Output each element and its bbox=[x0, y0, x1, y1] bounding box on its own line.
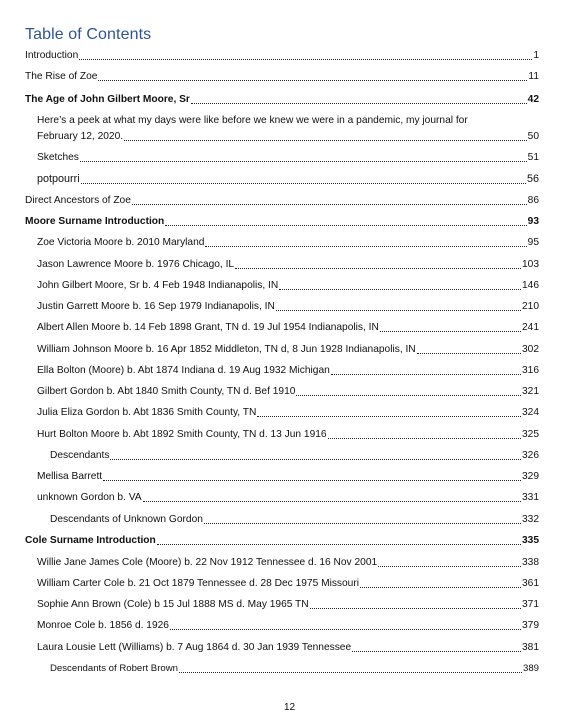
toc-entry-text: The Age of John Gilbert Moore, Sr bbox=[25, 94, 190, 105]
dot-leader bbox=[380, 322, 521, 332]
dot-leader bbox=[170, 620, 521, 630]
toc-page-number: 302 bbox=[522, 344, 539, 355]
toc-entry-monroe-cole[interactable] bbox=[25, 619, 539, 632]
toc-page-number: 324 bbox=[522, 407, 539, 418]
toc-page-number: 331 bbox=[522, 492, 539, 503]
dot-leader bbox=[360, 578, 521, 588]
toc-entry-text: William Carter Cole b. 21 Oct 1879 Tennessee d. 28 Dec 1975 Missouri bbox=[37, 578, 360, 589]
toc-entry-text: Hurt Bolton Moore b. Abt 1892 Smith County, TN d. 13 Jun 1916 bbox=[37, 429, 327, 440]
toc-entry-sketches[interactable] bbox=[25, 151, 539, 164]
toc-page-number: 241 bbox=[522, 322, 539, 333]
dot-leader bbox=[165, 216, 526, 226]
toc-entry-albert-allen-moore[interactable] bbox=[25, 321, 539, 334]
dot-leader bbox=[80, 152, 527, 162]
toc-page-number: 371 bbox=[522, 599, 539, 610]
toc-entry-text: Albert Allen Moore b. 14 Feb 1898 Grant, TN d. 19 Jul 1954 Indianapolis, IN bbox=[37, 322, 379, 333]
toc-page-number: 42 bbox=[527, 94, 539, 105]
toc-entry-text: Direct Ancestors of Zoe bbox=[25, 195, 131, 206]
toc-entry-text: Jason Lawrence Moore b. 1976 Chicago, IL bbox=[37, 259, 235, 270]
toc-entry-text: unknown Gordon b. VA bbox=[37, 492, 142, 503]
dot-leader bbox=[276, 301, 521, 311]
toc-page-number: 86 bbox=[527, 195, 539, 206]
dot-leader bbox=[331, 365, 521, 375]
dot-leader bbox=[79, 50, 532, 60]
dot-leader bbox=[179, 663, 522, 673]
toc-page-number: 103 bbox=[522, 259, 539, 270]
dot-leader bbox=[205, 237, 526, 247]
dot-leader bbox=[110, 450, 521, 460]
toc-entry-descendants-of-unknown-gordon[interactable] bbox=[25, 513, 539, 526]
toc-entry-age-of-john-gilbert-moore[interactable] bbox=[25, 93, 539, 106]
toc-entry-text: Moore Surname Introduction bbox=[25, 216, 165, 227]
dot-leader bbox=[98, 71, 527, 81]
dot-leader bbox=[279, 280, 521, 290]
toc-page-number: 50 bbox=[527, 131, 539, 142]
toc-page-number: 338 bbox=[522, 557, 539, 568]
toc-entry-jason-lawrence-moore[interactable] bbox=[25, 258, 539, 271]
toc-page-number: 146 bbox=[522, 280, 539, 291]
toc-page-number: 361 bbox=[522, 578, 539, 589]
toc-entry-text: John Gilbert Moore, Sr b. 4 Feb 1948 Indianapolis, IN bbox=[37, 280, 279, 291]
toc-entry-julia-eliza-gordon[interactable] bbox=[25, 406, 539, 419]
toc-entry-text: Sophie Ann Brown (Cole) b 15 Jul 1888 MS d. May 1965 TN bbox=[37, 599, 309, 610]
dot-leader bbox=[157, 535, 521, 545]
toc-entry-hurt-bolton-moore[interactable] bbox=[25, 428, 539, 441]
toc-entry-justin-garrett-moore[interactable] bbox=[25, 300, 539, 313]
toc-entry-text-continued: February 12, 2020. bbox=[37, 131, 124, 142]
toc-entry-text: Laura Lousie Lett (Williams) b. 7 Aug 1864 d. 30 Jan 1939 Tennessee bbox=[37, 642, 352, 653]
toc-page-number: 1 bbox=[533, 50, 539, 61]
toc-entry-journal[interactable] bbox=[25, 114, 539, 143]
toc-entry-text: Zoe Victoria Moore b. 2010 Maryland bbox=[37, 237, 205, 248]
toc-entry-laura-lousie-lett[interactable] bbox=[25, 641, 539, 654]
toc-entry-text: Descendants of Unknown Gordon bbox=[50, 514, 203, 525]
dot-leader bbox=[103, 471, 521, 481]
toc-page-number: 335 bbox=[522, 535, 539, 546]
toc-page-number: 95 bbox=[527, 237, 539, 248]
toc-entry-text: Descendants bbox=[50, 450, 110, 461]
toc-entry-mellisa-barrett[interactable] bbox=[25, 470, 539, 483]
toc-page-number: 381 bbox=[522, 642, 539, 653]
page-number: 12 bbox=[283, 702, 296, 713]
toc-entry-text: Cole Surname Introduction bbox=[25, 535, 156, 546]
dot-leader bbox=[328, 429, 521, 439]
dot-leader bbox=[132, 195, 527, 205]
dot-leader bbox=[204, 514, 521, 524]
toc-entry-zoe-victoria-moore[interactable] bbox=[25, 236, 539, 249]
toc-entry-willie-jane-james-cole[interactable] bbox=[25, 556, 539, 569]
dot-leader bbox=[191, 94, 527, 104]
toc-entry-descendants[interactable] bbox=[25, 449, 539, 462]
toc-entry-text: William Johnson Moore b. 16 Apr 1852 Middleton, TN d, 8 Jun 1928 Indianapolis, IN bbox=[37, 344, 416, 355]
dot-leader bbox=[378, 557, 521, 567]
dot-leader bbox=[143, 492, 521, 502]
toc-entry-ella-bolton[interactable] bbox=[25, 364, 539, 377]
dot-leader bbox=[417, 344, 521, 354]
toc-entry-john-gilbert-moore[interactable] bbox=[25, 279, 539, 292]
toc-page-number: 332 bbox=[522, 514, 539, 525]
toc-page-number: 93 bbox=[527, 216, 539, 227]
toc-entry-potpourri[interactable] bbox=[25, 173, 539, 186]
toc-entry-william-johnson-moore[interactable] bbox=[25, 343, 539, 356]
dot-leader bbox=[257, 407, 521, 417]
toc-entry-cole-surname[interactable] bbox=[25, 534, 539, 547]
toc-entry-text: Sketches bbox=[37, 152, 79, 163]
toc-entry-text: Justin Garrett Moore b. 16 Sep 1979 Indianapolis, IN bbox=[37, 301, 275, 312]
toc-page-number: 321 bbox=[522, 386, 539, 397]
dot-leader bbox=[81, 174, 526, 184]
toc-entry-william-carter-cole[interactable] bbox=[25, 577, 539, 590]
toc-page-number: 11 bbox=[528, 71, 539, 82]
toc-entry-text: Monroe Cole b. 1856 d. 1926 bbox=[37, 620, 169, 631]
toc-page-number: 316 bbox=[522, 365, 539, 376]
toc-entry-text: Ella Bolton (Moore) b. Abt 1874 Indiana d. 19 Aug 1932 Michigan bbox=[37, 365, 330, 376]
toc-page-number: 329 bbox=[522, 471, 539, 482]
toc-entry-descendants-of-robert-brown[interactable] bbox=[25, 662, 539, 675]
toc-entry-text: Gilbert Gordon b. Abt 1840 Smith County, TN d. Bef 1910 bbox=[37, 386, 296, 397]
toc-page-number: 389 bbox=[522, 663, 539, 674]
dot-leader bbox=[310, 599, 521, 609]
dot-leader bbox=[352, 642, 521, 652]
dot-leader bbox=[124, 131, 527, 141]
toc-entry-text: Willie Jane James Cole (Moore) b. 22 Nov 1912 Tennessee d. 16 Nov 2001 bbox=[37, 557, 378, 568]
toc-entry-text: Introduction bbox=[25, 50, 79, 61]
toc-title: Table of Contents bbox=[25, 26, 152, 43]
toc-page-number: 210 bbox=[522, 301, 539, 312]
toc-entry-introduction[interactable] bbox=[25, 49, 539, 62]
toc-entry-sophie-ann-brown[interactable] bbox=[25, 598, 539, 611]
toc-entry-rise-of-zoe[interactable] bbox=[25, 70, 539, 83]
toc-entry-text: Here’s a peek at what my days were like before we knew we were in a pandemic, my journal for bbox=[37, 115, 468, 126]
dot-leader bbox=[296, 386, 521, 396]
toc-page-number: 325 bbox=[522, 429, 539, 440]
toc-page-number: 326 bbox=[522, 450, 539, 461]
toc-entry-gilbert-gordon[interactable] bbox=[25, 385, 539, 398]
toc-entry-text: Julia Eliza Gordon b. Abt 1836 Smith County, TN bbox=[37, 407, 257, 418]
toc-entry-text: The Rise of Zoe bbox=[25, 71, 98, 82]
toc-entry-text: Mellisa Barrett bbox=[37, 471, 103, 482]
toc-entry-text: Descendants of Robert Brown bbox=[50, 663, 178, 674]
toc-entry-direct-ancestors[interactable] bbox=[25, 194, 539, 207]
toc-page-number: 379 bbox=[522, 620, 539, 631]
toc-page-number: 51 bbox=[527, 152, 539, 163]
toc-entry-moore-surname[interactable] bbox=[25, 215, 539, 228]
toc-entry-unknown-gordon[interactable] bbox=[25, 491, 539, 504]
toc-entry-text: potpourri bbox=[37, 173, 80, 185]
dot-leader bbox=[235, 259, 521, 269]
toc-page-number: 56 bbox=[526, 173, 539, 185]
